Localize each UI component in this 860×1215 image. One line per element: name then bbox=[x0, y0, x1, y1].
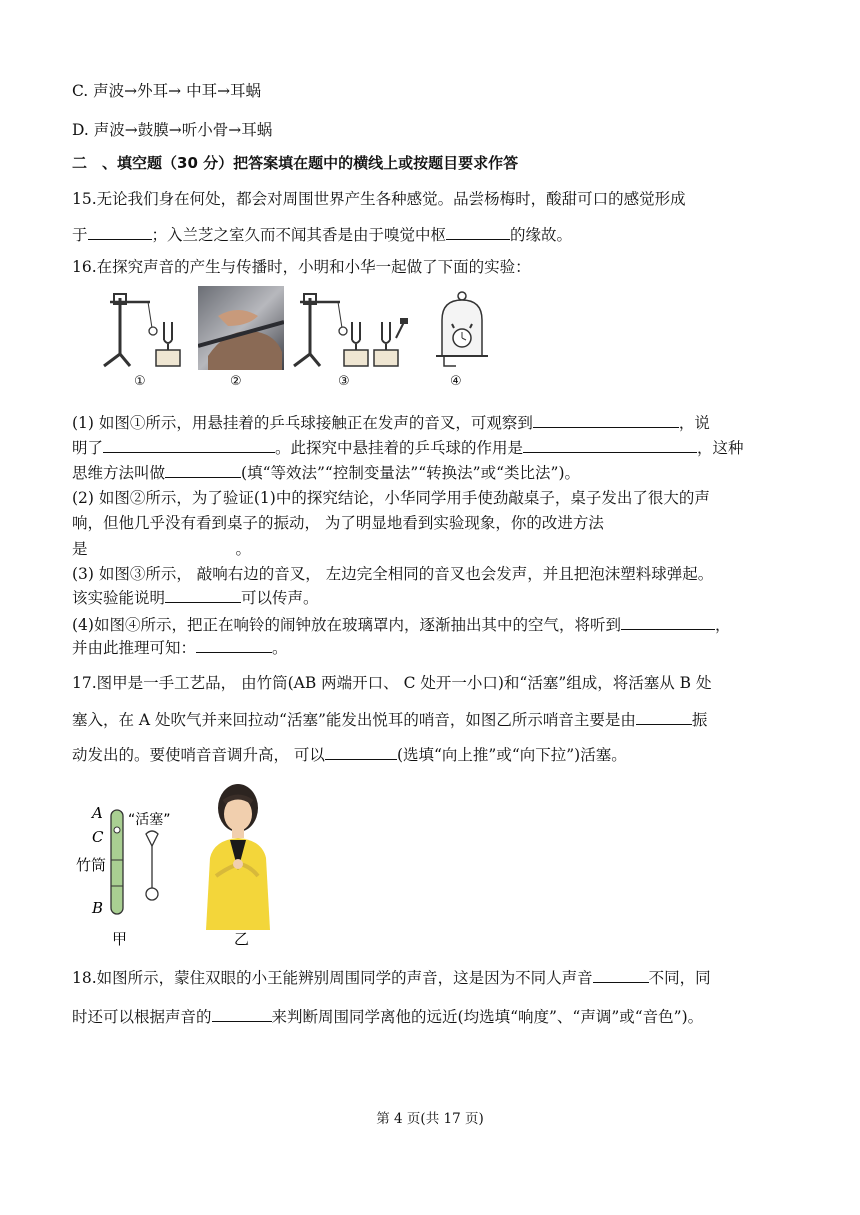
q18-blank-timbre[interactable] bbox=[593, 967, 649, 983]
q16-intro: 16.在探究声音的产生与传播时，小明和小华一起做了下面的实验： bbox=[72, 258, 531, 276]
q16-p1-line3 bbox=[72, 462, 580, 484]
figure-2-caption: ② bbox=[230, 374, 242, 389]
q16-blank-infer[interactable] bbox=[196, 637, 272, 653]
q18-line1 bbox=[72, 967, 711, 989]
q16-p2-line2: 响，但他几乎没有看到桌子的振动， 为了明显地看到实验现象，你的改进方法 bbox=[72, 514, 604, 532]
page-footer: 第 4 页(共 17 页) bbox=[376, 1111, 484, 1127]
q16-blank-role[interactable] bbox=[523, 437, 697, 453]
figure-2-hand-on-table-photo bbox=[198, 286, 284, 370]
figure-1-caption: ① bbox=[134, 374, 146, 389]
section-title: 二 、填空题（30 分）把答案填在题中的横线上或按题目要求作答 bbox=[72, 154, 519, 172]
q17-line1: 17.图甲是一手工艺品， 由竹筒(AB 两端开口、 C 处开一小口)和“活塞”组成，将活塞从 B 处 bbox=[72, 674, 712, 692]
q16-p1-text-f: 思维方法叫做 bbox=[72, 464, 166, 482]
q15-blank-1[interactable] bbox=[88, 224, 152, 240]
q16-p1-text-g: (填“等效法”“控制变量法”“转换法”或“类比法”)。 bbox=[241, 464, 581, 482]
q16-blank-observe[interactable] bbox=[533, 412, 679, 428]
label-yi: 乙 bbox=[234, 930, 250, 948]
q16-blank-explain[interactable] bbox=[103, 437, 275, 453]
figure-4-caption: ④ bbox=[450, 374, 462, 389]
q16-p2-line1: (2) 如图②所示，为了验证(1)中的探究结论，小华同学用手使劲敲桌子，桌子发出了很大的声 bbox=[72, 489, 710, 507]
label-b: B bbox=[92, 899, 104, 917]
q16-p3-line2 bbox=[72, 587, 319, 609]
label-c: C bbox=[92, 828, 104, 846]
label-jia: 甲 bbox=[112, 930, 128, 948]
q16-p4-text-b: ， bbox=[714, 616, 731, 634]
figure-1-tuning-fork-ball bbox=[100, 286, 200, 398]
q16-p3-line1: (3) 如图③所示， 敲响右边的音叉， 左边完全相同的音叉也会发声，并且把泡沫塑料球弹起。 bbox=[72, 565, 714, 583]
q15-line2 bbox=[72, 224, 572, 246]
q16-p1-text-b: ，说 bbox=[678, 414, 710, 432]
q16-figures bbox=[100, 286, 500, 398]
q17-text-c: 动发出的。要使哨音音调升高， 可以 bbox=[72, 746, 325, 764]
q18-text-d: 来判断周围同学离他的远近(均选填“响度”、“声调”或“音色”)。 bbox=[271, 1008, 704, 1026]
q16-p3-text-a: 该实验能说明 bbox=[72, 589, 166, 607]
q17-line3 bbox=[72, 744, 627, 766]
q16-p1-text-d: 。此探究中悬挂着的乒乓球的作用是 bbox=[275, 439, 524, 457]
q18-text-b: 不同，同 bbox=[648, 969, 711, 987]
option-c: C. 声波→外耳→ 中耳→耳蜗 bbox=[72, 82, 262, 100]
q16-p4-text-c: 并由此推理可知： bbox=[72, 639, 197, 657]
q16-p2-line3 bbox=[72, 538, 251, 560]
q17-text-b: 振 bbox=[691, 711, 708, 729]
q16-p1-text-e: ，这种 bbox=[697, 439, 744, 457]
q16-blank-hear[interactable] bbox=[621, 614, 715, 630]
q16-p4-line1 bbox=[72, 614, 730, 636]
q16-p4-text-d: 。 bbox=[272, 639, 288, 657]
q18-blank-loudness[interactable] bbox=[212, 1006, 272, 1022]
q18-text-c: 时还可以根据声音的 bbox=[72, 1008, 212, 1026]
q16-p1-text-a: (1) 如图①所示，用悬挂着的乒乓球接触正在发声的音叉，可观察到 bbox=[72, 414, 533, 432]
q16-p2-text-b: 。 bbox=[235, 540, 252, 558]
q16-p3-text-b: 可以传声。 bbox=[241, 589, 319, 607]
q15-blank-2[interactable] bbox=[446, 224, 510, 240]
figure-4-bell-jar-alarm-clock bbox=[434, 286, 498, 398]
q17-blank-direction[interactable] bbox=[325, 744, 397, 760]
q17-figure-jia-bamboo-tube bbox=[74, 780, 204, 950]
q18-line2 bbox=[72, 1006, 703, 1028]
figure-3-two-tuning-forks bbox=[290, 286, 410, 398]
q18-text-a: 18.如图所示，蒙住双眼的小王能辨别周围同学的声音，这是因为不同人声音 bbox=[72, 969, 593, 987]
q17-text-a: 塞入，在 A 处吹气并来回拉动“活塞”能发出悦耳的哨音，如图乙所示哨音主要是由 bbox=[72, 711, 636, 729]
q15-text-b: ；入兰芝之室久而不闻其香是由于嗅觉中枢 bbox=[151, 226, 447, 244]
q16-p1-text-c: 明了 bbox=[72, 439, 104, 457]
q17-line2 bbox=[72, 709, 707, 731]
label-piston: “活塞” bbox=[128, 812, 171, 828]
q16-blank-medium[interactable] bbox=[165, 587, 241, 603]
q16-p4-line2 bbox=[72, 637, 288, 659]
q15-text-c: 的缘故。 bbox=[510, 226, 573, 244]
figure-3-caption: ③ bbox=[338, 374, 350, 389]
q17-blank-vibrate[interactable] bbox=[636, 709, 692, 725]
q17-figure-yi-girl-blowing-whistle bbox=[196, 780, 286, 950]
q17-text-d: (选填“向上推”或“向下拉”)活塞。 bbox=[396, 746, 627, 764]
option-d: D. 声波→鼓膜→听小骨→耳蜗 bbox=[72, 121, 273, 139]
q16-p1-line1 bbox=[72, 412, 710, 434]
q15-text-a: 于 bbox=[72, 226, 88, 244]
label-tube: 竹筒 bbox=[76, 856, 107, 874]
label-a: A bbox=[92, 804, 103, 822]
q16-p1-line2 bbox=[72, 437, 744, 459]
q16-blank-method[interactable] bbox=[165, 462, 241, 478]
q16-p4-text-a: (4)如图④所示，把正在响铃的闹钟放在玻璃罩内，逐渐抽出其中的空气，将听到 bbox=[72, 616, 621, 634]
q16-p2-text-a: 是 bbox=[72, 540, 88, 558]
q15-line1: 15.无论我们身在何处，都会对周围世界产生各种感觉。品尝杨梅时，酸甜可口的感觉形成 bbox=[72, 190, 686, 208]
